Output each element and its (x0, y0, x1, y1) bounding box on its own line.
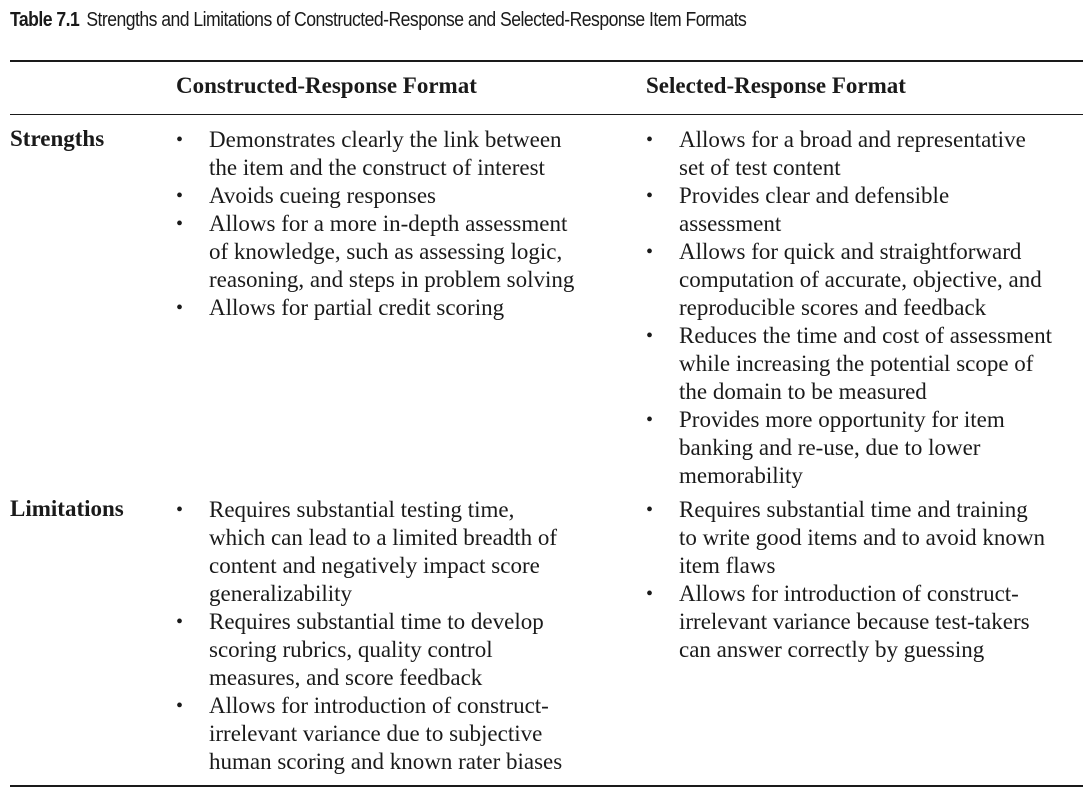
bullet-item (646, 126, 1086, 182)
bullet-line: irrelevant variance because test-takers (679, 609, 1030, 634)
bullet-item (176, 294, 616, 322)
bullet-item (176, 692, 616, 776)
strengths-selected-list (646, 126, 1086, 490)
bullet-line: • Allows for partial credit scoring (209, 295, 505, 320)
row-header-limitations: Limitations (10, 496, 124, 521)
bullet-line: • Requires substantial time to develop (209, 609, 544, 634)
bullet-item (646, 322, 1086, 406)
bullet-item (646, 580, 1086, 664)
table-caption (10, 9, 746, 32)
bullet-line: generalizability (209, 581, 353, 606)
bullet-item (646, 182, 1086, 238)
bullet-line: assessment (679, 211, 782, 236)
bullet-line: the item and the construct of interest (209, 155, 545, 180)
bullet-item (646, 406, 1086, 490)
bullet-line: • Requires substantial time and training (679, 497, 1028, 522)
bullet-line: • Reduces the time and cost of assessment (679, 323, 1053, 348)
bullet-line: • Avoids cueing responses (209, 183, 436, 208)
bullet-line: computation of accurate, objective, and (679, 267, 1042, 292)
bullet-line: • Allows for introduction of construct- (209, 693, 549, 718)
bullet-item (176, 210, 616, 294)
table-number: Table 7.1 (10, 9, 80, 31)
bullet-item (646, 238, 1086, 322)
bullet-item (646, 496, 1086, 580)
bullet-line: reasoning, and steps in problem solving (209, 267, 575, 292)
bullet-line: the domain to be measured (679, 379, 927, 404)
bullet-line: • Demonstrates clearly the link between (209, 127, 562, 152)
top-rule (10, 60, 1083, 62)
bullet-line: • Allows for a broad and representative (679, 127, 1026, 152)
bullet-item (176, 496, 616, 608)
bullet-line: scoring rubrics, quality control (209, 637, 493, 662)
bullet-line: • Allows for a more in-depth assessment (209, 211, 568, 236)
bullet-line: which can lead to a limited breadth of (209, 525, 558, 550)
bullet-line: while increasing the potential scope of (679, 351, 1034, 376)
bullet-line: irrelevant variance due to subjective (209, 721, 543, 746)
bullet-line: human scoring and known rater biases (209, 749, 563, 774)
column-header-selected: Selected-Response Format (646, 73, 906, 98)
bullet-item (176, 126, 616, 182)
table-title: Strengths and Limitations of Constructed-Response and Selected-Response Item Formats (86, 9, 747, 31)
bullet-item (176, 182, 616, 210)
header-rule (10, 114, 1083, 115)
limitations-constructed-list (176, 496, 616, 776)
bullet-line: • Allows for introduction of construct- (679, 581, 1019, 606)
bullet-line: • Allows for quick and straightforward (679, 239, 1022, 264)
strengths-constructed-list (176, 126, 616, 322)
bullet-line: of knowledge, such as assessing logic, (209, 239, 563, 264)
bullet-line: set of test content (679, 155, 841, 180)
bullet-item (176, 608, 616, 692)
bullet-line: reproducible scores and feedback (679, 295, 987, 320)
bullet-line: to write good items and to avoid known (679, 525, 1046, 550)
bullet-line: measures, and score feedback (209, 665, 483, 690)
row-header-strengths: Strengths (10, 126, 105, 151)
bottom-rule (10, 785, 1083, 787)
bullet-line: banking and re-use, due to lower (679, 435, 981, 460)
bullet-line: • Requires substantial testing time, (209, 497, 515, 522)
bullet-line: item flaws (679, 553, 776, 578)
bullet-line: content and negatively impact score (209, 553, 540, 578)
bullet-line: can answer correctly by guessing (679, 637, 985, 662)
bullet-line: • Provides more opportunity for item (679, 407, 1005, 432)
bullet-line: • Provides clear and defensible (679, 183, 950, 208)
bullet-line: memorability (679, 463, 803, 488)
column-header-constructed: Constructed-Response Format (176, 73, 477, 98)
limitations-selected-list (646, 496, 1086, 664)
